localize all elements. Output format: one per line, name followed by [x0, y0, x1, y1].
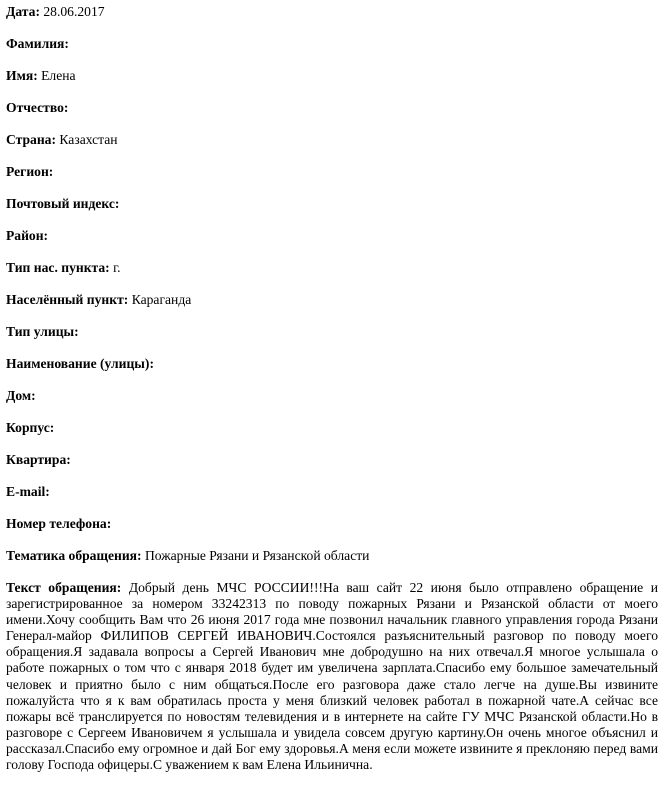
field-message-value: Добрый день МЧС РОССИИ!!!На ваш сайт 22 июня было отправлено обращение и зарегистрированное за номером 33242313 по поводу пожарных Рязани и Рязанской области от моего имени.Хочу сообщить Вам что 26 июня 2017 года мне позвонил начальник главного управления города Рязани Генерал-майор ФИЛИПОВ СЕРГЕЙ ИВАНОВИЧ.Состоялся разъяснительный разговор по поводу моего обращения.Я задавала вопросы а Сергей Иванович мне добродушно на них отвечал.Я многое услышала о работе пожарных о том что с января 2018 будет им увеличена зарплата.Спасибо ему большое замечательный человек и приятно было с ним общаться.После его разговора даже стало легче на душе.Вы извините пожалуйста что я к вам обратилась проста у меня близкий человек работал в пожарной чате.А сейчас все пожары всё транслируется по новостям телевидения и в интернете на сайте ГУ МЧС Рязанской области.Но в разговоре с Сергеем Ивановичем я услышала и увидела совсем другую картину.Он очень многое объяснил и рассказал.Спасибо ему огромное и дай Бог ему здоровья.А меня если можете извините я преклоняю перед вами голову Господа офицеры.С уважением к вам Елена Ильинична.	[6, 580, 658, 773]
field-street-type-label: Тип улицы:	[6, 324, 79, 339]
field-country-value: Казахстан	[59, 132, 118, 147]
field-surname-label: Фамилия:	[6, 36, 69, 51]
field-postal-code-label: Почтовый индекс:	[6, 196, 120, 211]
field-topic-label: Тематика обращения:	[6, 548, 142, 563]
field-settlement	[6, 292, 658, 308]
field-email-label: E-mail:	[6, 484, 50, 499]
field-first-name	[6, 68, 658, 84]
field-settlement-label: Населённый пункт:	[6, 292, 129, 307]
field-message	[6, 580, 658, 773]
field-apartment-label: Квартира:	[6, 452, 71, 467]
field-building-label: Корпус:	[6, 420, 55, 435]
field-patronymic-label: Отчество:	[6, 100, 69, 115]
field-district-label: Район:	[6, 228, 49, 243]
field-email	[6, 484, 658, 500]
field-building	[6, 420, 658, 436]
field-apartment	[6, 452, 658, 468]
field-first-name-value: Елена	[41, 68, 76, 83]
field-settlement-value: Караганда	[131, 292, 192, 307]
field-settlement-type	[6, 260, 658, 276]
field-phone	[6, 516, 658, 532]
field-date-label: Дата:	[6, 4, 40, 19]
field-region	[6, 164, 658, 180]
field-topic-value: Пожарные Рязани и Рязанской области	[144, 548, 370, 563]
field-street-name	[6, 356, 658, 372]
field-country	[6, 132, 658, 148]
field-phone-label: Номер телефона:	[6, 516, 112, 531]
field-street-type	[6, 324, 658, 340]
field-house-label: Дом:	[6, 388, 36, 403]
field-country-label: Страна:	[6, 132, 56, 147]
field-date-value: 28.06.2017	[43, 4, 105, 19]
field-message-label: Текст обращения:	[6, 580, 122, 595]
field-district	[6, 228, 658, 244]
field-settlement-type-label: Тип нас. пункта:	[6, 260, 110, 275]
field-patronymic	[6, 100, 658, 116]
field-topic	[6, 548, 658, 564]
field-first-name-label: Имя:	[6, 68, 38, 83]
field-postal-code	[6, 196, 658, 212]
field-date	[6, 4, 658, 20]
field-settlement-type-value: г.	[113, 260, 121, 275]
field-street-name-label: Наименование (улицы):	[6, 356, 154, 371]
field-house	[6, 388, 658, 404]
field-surname	[6, 36, 658, 52]
field-region-label: Регион:	[6, 164, 54, 179]
